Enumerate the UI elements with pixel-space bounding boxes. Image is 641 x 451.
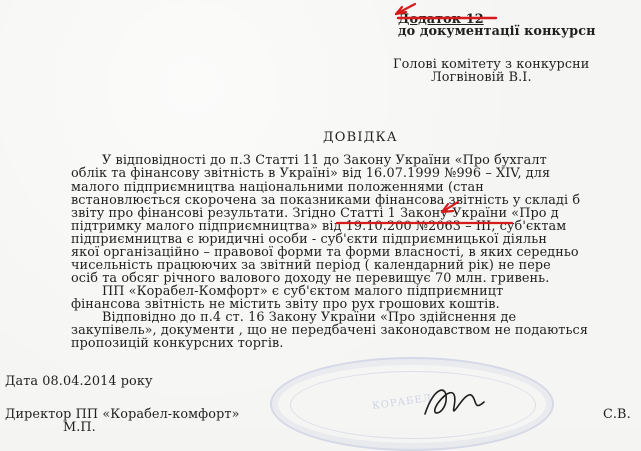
body-line-3: малого підприємництва національними положеннями (стан	[71, 180, 484, 195]
body-line-6: підтримку малого підприємництва» від 19.10.200 №2063 – ІІІ, суб'єктам	[71, 219, 567, 234]
stamp-text: КОРАБЕЛ	[371, 392, 433, 413]
document-title: ДОВІДКА	[323, 130, 398, 145]
body-line-12: фінансова звітність не містить звіту про рух грошових коштів.	[71, 297, 500, 312]
director-line: Директор ПП «Корабел-комфорт»	[5, 407, 240, 422]
appendix-label: Додаток 12	[398, 12, 484, 27]
appendix-subtitle: до документації конкурсн	[398, 24, 596, 39]
signature-icon	[420, 378, 490, 423]
body-line-10: осіб та обсяг річного валового доходу не перевищує 70 млн. гривень.	[71, 271, 550, 286]
stamp-icon	[270, 357, 554, 451]
body-line-7: підприємництва є юридичні особи - суб'єкти підприємницької діяльн	[71, 232, 547, 247]
body-line-4: встановлюється скорочена за показниками фінансова звітність у складі б	[71, 193, 581, 208]
body-line-2: облік та фінансову звітність в Україні» від 16.07.1999 №996 – XIV, для	[71, 166, 551, 181]
body-line-9: чисельність працюючих за звітний період ( календарний рік) не пере	[71, 258, 551, 273]
director-initials: С.В.	[603, 407, 631, 422]
recipient-line-2: Логвіновій В.І.	[431, 70, 532, 85]
body-line-5: звіту про фінансові результати. Згідно Статті 1 Закону України «Про д	[71, 206, 559, 221]
mp-label: М.П.	[63, 420, 96, 435]
body-line-14: закупівель», документи , що не передбачені законодавством не подаються	[71, 323, 588, 338]
body-line-1: У відповідності до п.3 Статті 11 до Закону України «Про бухгалт	[102, 153, 547, 168]
body-line-11: ПП «Корабел-Комфорт» є суб'єктом малого підприємницт	[102, 284, 504, 299]
date-line: Дата 08.04.2014 року	[5, 374, 153, 389]
body-line-15: пропозицій конкурсних торгів.	[71, 336, 284, 351]
body-line-8: якої організаційно – правової форми та форми власності, в яких середньо	[71, 245, 579, 260]
body-line-13: Відповідно до п.4 ст. 16 Закону України «Про здійснення де	[102, 310, 517, 325]
recipient-line-1: Голові комітету з конкурсни	[393, 57, 590, 72]
